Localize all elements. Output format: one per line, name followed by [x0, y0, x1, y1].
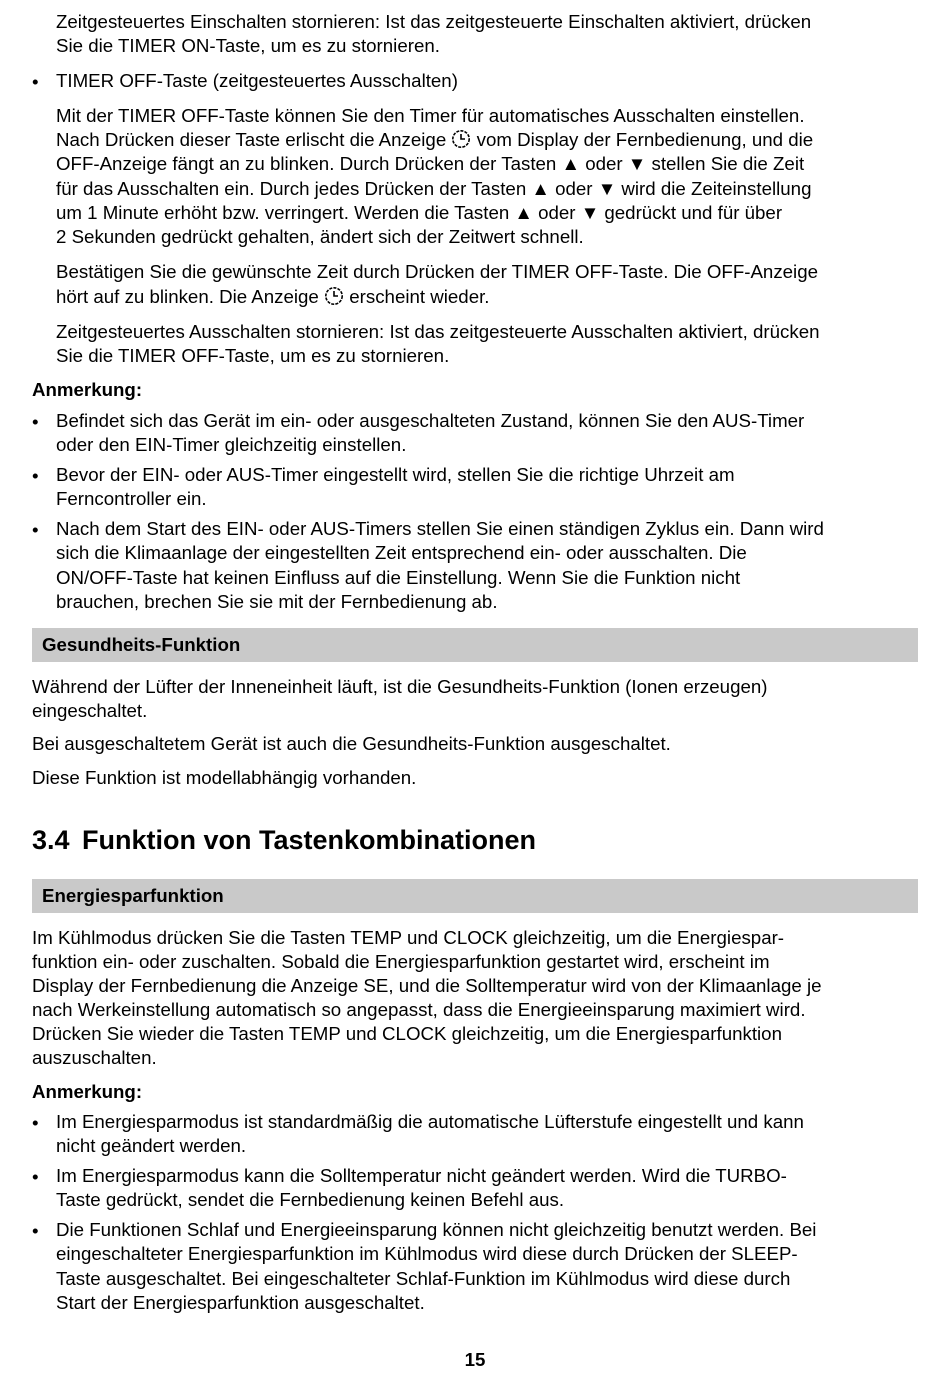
note-item-line: Ferncontroller ein. [56, 488, 207, 509]
energy-text-line: auszuschalten. [32, 1047, 157, 1068]
clock-icon [324, 286, 344, 306]
bullet-icon: • [32, 465, 39, 486]
bullet-icon: • [32, 71, 39, 92]
bullet-icon: • [32, 411, 39, 432]
section-title: Funktion von Tastenkombinationen [82, 825, 537, 855]
health-text-line: Während der Lüfter der Inneneinheit läuft, ist die Gesundheits-Funktion (Ionen erzeugen) [32, 676, 768, 697]
note-item-line: nicht geändert werden. [56, 1135, 247, 1156]
health-text-line: Diese Funktion ist modellabhängig vorhanden. [32, 767, 417, 788]
health-text-line: Bei ausgeschaltetem Gerät ist auch die Gesundheits-Funktion ausgeschaltet. [32, 733, 671, 754]
note-item-line: Bevor der EIN- oder AUS-Timer eingestellt wird, stellen Sie die richtige Uhrzeit am [56, 464, 735, 485]
note-item-line: Im Energiesparmodus kann die Solltemperatur nicht geändert werden. Wird die TURBO- [56, 1165, 787, 1186]
timer-off-cancel-line: Sie die TIMER OFF-Taste, um es zu stornieren. [56, 345, 450, 366]
timer-off-text-line: für das Ausschalten ein. Durch jedes Drücken der Tasten ▲ oder ▼ wird die Zeiteinstellung [56, 178, 812, 199]
page-number: 15 [464, 1349, 486, 1370]
note-label: Anmerkung: [32, 1081, 143, 1102]
energy-text-line: Display der Fernbedienung die Anzeige SE, und die Solltemperatur wird von der Klimaanlage je [32, 975, 822, 996]
energy-text-line: nach Werkeinstellung automatisch so angepasst, dass die Energieeinsparung maximiert wird. [32, 999, 806, 1020]
note-item-line: Im Energiesparmodus ist standardmäßig die automatische Lüfterstufe eingestellt und kann [56, 1111, 804, 1132]
note-item-line: Die Funktionen Schlaf und Energieeinsparung können nicht gleichzeitig benutzt werden. Bei [56, 1219, 817, 1240]
bullet-icon: • [32, 1220, 39, 1241]
timer-on-cancel-line-2: Sie die TIMER ON-Taste, um es zu stornieren. [56, 35, 440, 56]
timer-on-cancel-line-1: Zeitgesteuertes Einschalten stornieren: Ist das zeitgesteuerte Einschalten aktiviert, drücken [56, 11, 812, 32]
timer-off-text-line: um 1 Minute erhöht bzw. verringert. Werden die Tasten ▲ oder ▼ gedrückt und für über [56, 202, 783, 223]
energy-text-line: Im Kühlmodus drücken Sie die Tasten TEMP und CLOCK gleichzeitig, um die Energiespar- [32, 927, 785, 948]
timer-off-text-line: OFF-Anzeige fängt an zu blinken. Durch Drücken der Tasten ▲ oder ▼ stellen Sie die Zeit [56, 153, 805, 174]
note-item-line: Start der Energiesparfunktion ausgeschaltet. [56, 1292, 425, 1313]
note-item-line: Nach dem Start des EIN- oder AUS-Timers stellen Sie einen ständigen Zyklus ein. Dann wird [56, 518, 824, 539]
timer-off-heading: TIMER OFF-Taste (zeitgesteuertes Ausschalten) [56, 70, 458, 91]
timer-off-text-line: 2 Sekunden gedrückt gehalten, ändert sich der Zeitwert schnell. [56, 226, 584, 247]
timer-off-confirm-line: Bestätigen Sie die gewünschte Zeit durch Drücken der TIMER OFF-Taste. Die OFF-Anzeige [56, 261, 818, 282]
section-heading [32, 823, 536, 857]
clock-icon [451, 129, 471, 149]
timer-off-text-line: Mit der TIMER OFF-Taste können Sie den Timer für automatisches Ausschalten einstellen. [56, 105, 805, 126]
timer-off-cancel-line: Zeitgesteuertes Ausschalten stornieren: Ist das zeitgesteuerte Ausschalten aktiviert, drücken [56, 321, 820, 342]
timer-off-confirm-line: hört auf zu blinken. Die Anzeige erscheint wieder. [56, 286, 490, 307]
note-item-line: brauchen, brechen Sie sie mit der Fernbedienung ab. [56, 591, 498, 612]
note-item-line: Taste gedrückt, sendet die Fernbedienung keinen Befehl aus. [56, 1189, 565, 1210]
energy-text-line: Drücken Sie wieder die Tasten TEMP und CLOCK gleichzeitig, um die Energiesparfunktion [32, 1023, 782, 1044]
note-item-line: oder den EIN-Timer gleichzeitig einstellen. [56, 434, 407, 455]
note-item-line: Befindet sich das Gerät im ein- oder ausgeschalteten Zustand, können Sie den AUS-Timer [56, 410, 805, 431]
note-item-line: ON/OFF-Taste hat keinen Einfluss auf die Einstellung. Wenn Sie die Funktion nicht [56, 567, 741, 588]
note-label: Anmerkung: [32, 379, 143, 400]
note-item-line: sich die Klimaanlage der eingestellten Zeit entsprechend ein- oder ausschalten. Die [56, 542, 747, 563]
section-number: 3.4 [32, 825, 70, 855]
health-text-line: eingeschaltet. [32, 700, 148, 721]
note-item-line: Taste ausgeschaltet. Bei eingeschalteter Schlaf-Funktion im Kühlmodus wird diese durch [56, 1268, 791, 1289]
note-item-line: eingeschalteter Energiesparfunktion im Kühlmodus wird diese durch Drücken der SLEEP- [56, 1243, 798, 1264]
energy-text-line: funktion ein- oder zuschalten. Sobald die Energiesparfunktion gestartet wird, erscheint im [32, 951, 770, 972]
bullet-icon: • [32, 1112, 39, 1133]
section-bar-energy: Energiesparfunktion [32, 879, 918, 913]
bullet-icon: • [32, 1166, 39, 1187]
section-bar-health: Gesundheits-Funktion [32, 628, 918, 662]
bullet-icon: • [32, 519, 39, 540]
timer-off-text-line: Nach Drücken dieser Taste erlischt die Anzeige vom Display der Fernbedienung, und die [56, 129, 814, 150]
